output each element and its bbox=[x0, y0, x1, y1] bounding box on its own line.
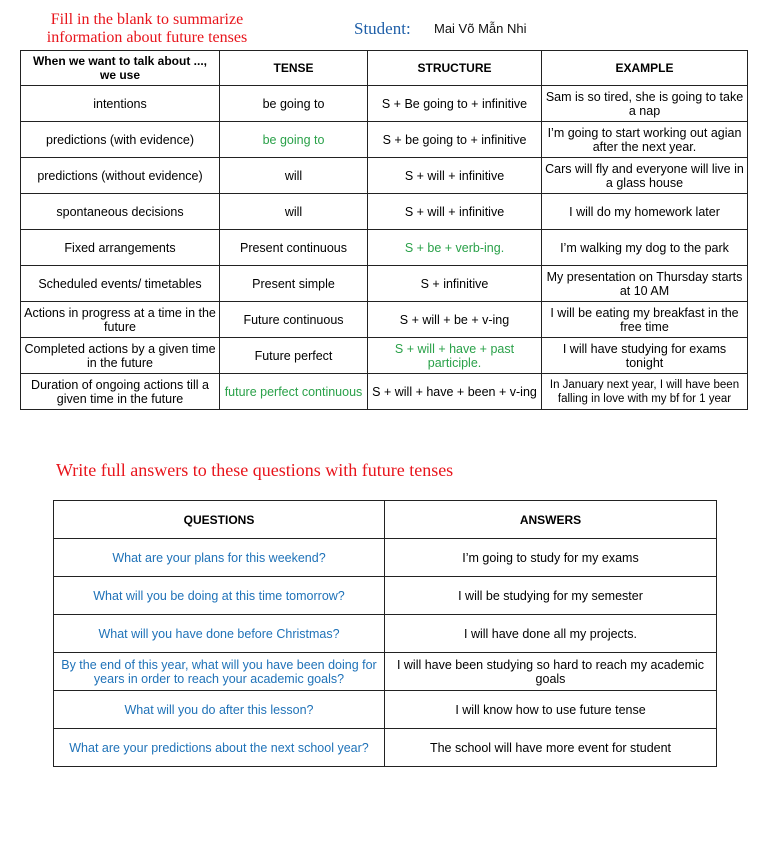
use-cell: Fixed arrangements bbox=[21, 230, 220, 266]
table-row bbox=[21, 122, 748, 158]
question-cell: What will you have done before Christmas? bbox=[54, 615, 385, 653]
tense-cell: Future perfect bbox=[220, 338, 368, 374]
instruction-title bbox=[22, 11, 272, 47]
student-name: Mai Võ Mẫn Nhi bbox=[434, 21, 527, 36]
table-row bbox=[54, 577, 717, 615]
table-row bbox=[21, 338, 748, 374]
structure-cell: S + be going to + infinitive bbox=[368, 122, 542, 158]
column-header-structure: STRUCTURE bbox=[368, 51, 542, 86]
answer-cell: I will know how to use future tense bbox=[385, 691, 717, 729]
example-cell: My presentation on Thursday starts at 10 AM bbox=[542, 266, 748, 302]
structure-cell: S + will + be + v-ing bbox=[368, 302, 542, 338]
tense-cell: Present continuous bbox=[220, 230, 368, 266]
column-header-use: When we want to talk about ..., we use bbox=[21, 51, 220, 86]
answer-cell: The school will have more event for student bbox=[385, 729, 717, 767]
structure-cell: S + be + verb-ing. bbox=[368, 230, 542, 266]
structure-cell: S + Be going to + infinitive bbox=[368, 86, 542, 122]
use-cell: predictions (without evidence) bbox=[21, 158, 220, 194]
column-header-questions: QUESTIONS bbox=[54, 501, 385, 539]
question-cell: What will you do after this lesson? bbox=[54, 691, 385, 729]
table-row bbox=[21, 302, 748, 338]
example-cell: I’m walking my dog to the park bbox=[542, 230, 748, 266]
question-cell: What will you be doing at this time tomorrow? bbox=[54, 577, 385, 615]
table-header-row bbox=[21, 51, 748, 86]
table-header-row bbox=[54, 501, 717, 539]
tense-cell: will bbox=[220, 158, 368, 194]
tense-cell: be going to bbox=[220, 86, 368, 122]
questions-answers-table bbox=[53, 500, 717, 767]
answer-cell: I will be studying for my semester bbox=[385, 577, 717, 615]
structure-cell: S + will + have + been + v-ing bbox=[368, 374, 542, 410]
section-2-title: Write full answers to these questions with future tenses bbox=[56, 460, 454, 480]
instruction-line-1: Fill in the blank to summarize bbox=[50, 11, 244, 28]
question-cell: What are your plans for this weekend? bbox=[54, 539, 385, 577]
table-row bbox=[21, 86, 748, 122]
structure-cell: S + will + infinitive bbox=[368, 194, 542, 230]
example-cell: Sam is so tired, she is going to take a nap bbox=[542, 86, 748, 122]
student-label: Student: bbox=[354, 19, 411, 38]
question-cell: By the end of this year, what will you have been doing for years in order to reach your academic goals? bbox=[54, 653, 385, 691]
structure-cell: S + infinitive bbox=[368, 266, 542, 302]
tense-cell: future perfect continuous bbox=[220, 374, 368, 410]
use-cell: Scheduled events/ timetables bbox=[21, 266, 220, 302]
tense-cell: Present simple bbox=[220, 266, 368, 302]
table-row bbox=[21, 266, 748, 302]
future-tenses-summary-table bbox=[20, 50, 748, 410]
column-header-example: EXAMPLE bbox=[542, 51, 748, 86]
instruction-line-2: information about future tenses bbox=[46, 29, 248, 46]
table-row bbox=[54, 653, 717, 691]
answer-cell: I will have done all my projects. bbox=[385, 615, 717, 653]
use-cell: predictions (with evidence) bbox=[21, 122, 220, 158]
table-row bbox=[21, 374, 748, 410]
column-header-answers: ANSWERS bbox=[385, 501, 717, 539]
example-cell: In January next year, I will have been falling in love with my bf for 1 year bbox=[542, 374, 748, 410]
example-cell: I will do my homework later bbox=[542, 194, 748, 230]
tense-cell: will bbox=[220, 194, 368, 230]
table-row bbox=[21, 230, 748, 266]
table-row bbox=[54, 729, 717, 767]
question-cell: What are your predictions about the next school year? bbox=[54, 729, 385, 767]
use-cell: Actions in progress at a time in the future bbox=[21, 302, 220, 338]
answer-cell: I’m going to study for my exams bbox=[385, 539, 717, 577]
table-row bbox=[21, 194, 748, 230]
structure-cell: S + will + infinitive bbox=[368, 158, 542, 194]
use-cell: Duration of ongoing actions till a given time in the future bbox=[21, 374, 220, 410]
structure-cell: S + will + have + past participle. bbox=[368, 338, 542, 374]
use-cell: Completed actions by a given time in the future bbox=[21, 338, 220, 374]
table-row bbox=[54, 615, 717, 653]
use-cell: spontaneous decisions bbox=[21, 194, 220, 230]
example-cell: I will have studying for exams tonight bbox=[542, 338, 748, 374]
table-row bbox=[21, 158, 748, 194]
table-row bbox=[54, 539, 717, 577]
example-cell: I’m going to start working out agian after the next year. bbox=[542, 122, 748, 158]
tense-cell: be going to bbox=[220, 122, 368, 158]
column-header-tense: TENSE bbox=[220, 51, 368, 86]
answer-cell: I will have been studying so hard to reach my academic goals bbox=[385, 653, 717, 691]
example-cell: Cars will fly and everyone will live in a glass house bbox=[542, 158, 748, 194]
table-row bbox=[54, 691, 717, 729]
tense-cell: Future continuous bbox=[220, 302, 368, 338]
example-cell: I will be eating my breakfast in the free time bbox=[542, 302, 748, 338]
use-cell: intentions bbox=[21, 86, 220, 122]
